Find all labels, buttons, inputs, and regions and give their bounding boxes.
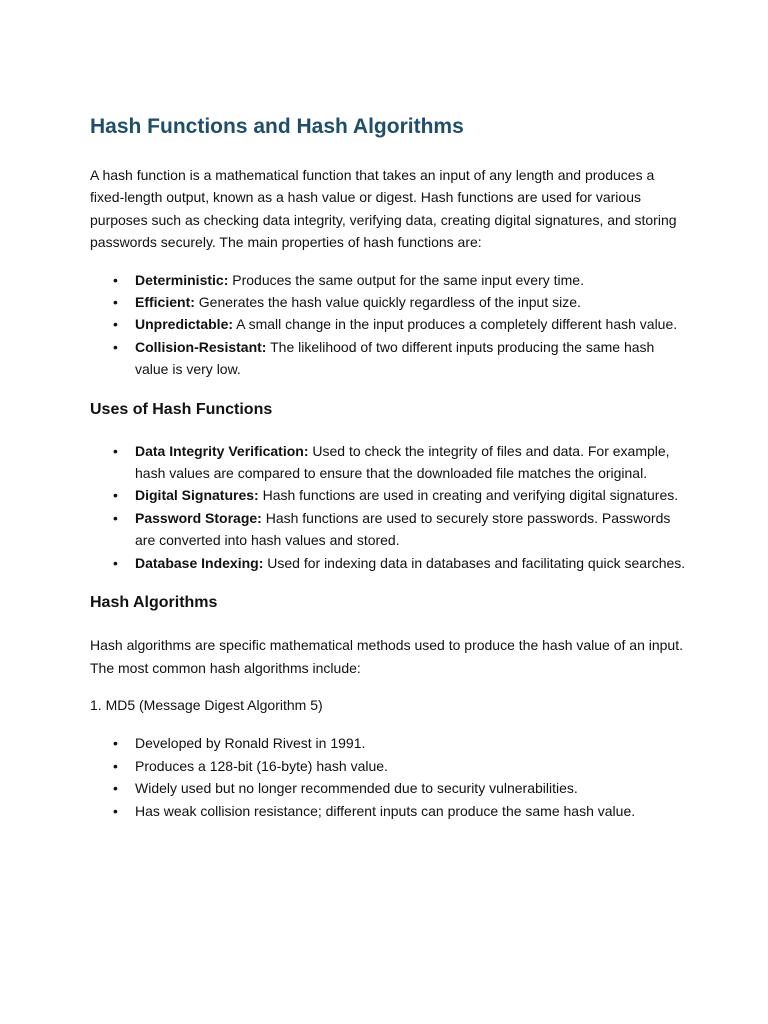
algorithms-intro-paragraph: Hash algorithms are specific mathematical methods used to produce the hash value of an input. The most common hash algorithms include: — [90, 637, 683, 676]
bullet-icon: • — [113, 802, 118, 819]
list-item — [90, 507, 690, 552]
bullet-icon: • — [113, 271, 118, 288]
bullet-icon: • — [113, 294, 118, 311]
intro-paragraph: A hash function is a mathematical function that takes an input of any length and produces a fixed-length output, known as a hash value or digest. Hash functions are used for various purposes such as checking data integrity, verifying data, creating digital signatures, and storing passwords securely. The main properties of hash functions are: — [90, 167, 677, 251]
use-term: Digital Signatures: — [135, 487, 259, 504]
bullet-icon: • — [113, 554, 118, 571]
property-term: Collision-Resistant: — [135, 338, 267, 355]
use-text: Hash functions are used to securely store passwords. Passwords are converted into hash values and stored. — [135, 509, 671, 549]
uses-heading: Uses of Hash Functions — [90, 400, 273, 418]
md5-point: Produces a 128-bit (16-byte) hash value. — [135, 757, 388, 774]
list-item — [90, 755, 690, 777]
property-term: Deterministic: — [135, 271, 229, 288]
properties-list — [90, 269, 690, 381]
bullet-icon: • — [113, 316, 118, 333]
use-text: Hash functions are used in creating and verifying digital signatures. — [258, 487, 679, 504]
list-item — [90, 440, 690, 485]
page-title: Hash Functions and Hash Algorithms — [90, 115, 464, 138]
use-term: Data Integrity Verification: — [135, 442, 309, 459]
uses-list — [90, 440, 690, 574]
property-text: Generates the hash value quickly regardless of the input size. — [194, 294, 581, 311]
list-item — [90, 336, 690, 381]
list-item — [90, 552, 690, 574]
property-term: Efficient: — [135, 294, 195, 311]
bullet-icon: • — [113, 487, 118, 504]
bullet-icon: • — [113, 338, 118, 355]
use-term: Database Indexing: — [135, 554, 264, 571]
algorithms-heading: Hash Algorithms — [90, 594, 218, 612]
bullet-icon: • — [113, 780, 118, 797]
bullet-icon: • — [113, 757, 118, 774]
bullet-icon: • — [113, 509, 118, 526]
list-item — [90, 732, 690, 754]
use-text: Used to check the integrity of files and data. For example, hash values are compared to ensure that the downloaded file matches the original. — [135, 442, 670, 482]
md5-point: Developed by Ronald Rivest in 1991. — [135, 735, 366, 752]
property-text: The likelihood of two different inputs producing the same hash value is very low. — [135, 338, 655, 378]
list-item — [90, 313, 690, 335]
use-text: Used for indexing data in databases and facilitating quick searches. — [263, 554, 686, 571]
list-item — [90, 484, 690, 506]
use-term: Password Storage: — [135, 509, 262, 526]
md5-heading: 1. MD5 (Message Digest Algorithm 5) — [90, 696, 323, 713]
list-item — [90, 269, 690, 291]
md5-point: Has weak collision resistance; different inputs can produce the same hash value. — [135, 802, 636, 819]
bullet-icon: • — [113, 442, 118, 459]
document-page — [90, 112, 690, 822]
bullet-icon: • — [113, 735, 118, 752]
list-item — [90, 800, 690, 822]
property-term: Unpredictable: — [135, 316, 234, 333]
list-item — [90, 777, 690, 799]
list-item — [90, 291, 690, 313]
md5-list — [90, 732, 690, 822]
property-text: A small change in the input produces a completely different hash value. — [233, 316, 678, 333]
md5-point: Widely used but no longer recommended due to security vulnerabilities. — [135, 780, 578, 797]
property-text: Produces the same output for the same input every time. — [228, 271, 584, 288]
